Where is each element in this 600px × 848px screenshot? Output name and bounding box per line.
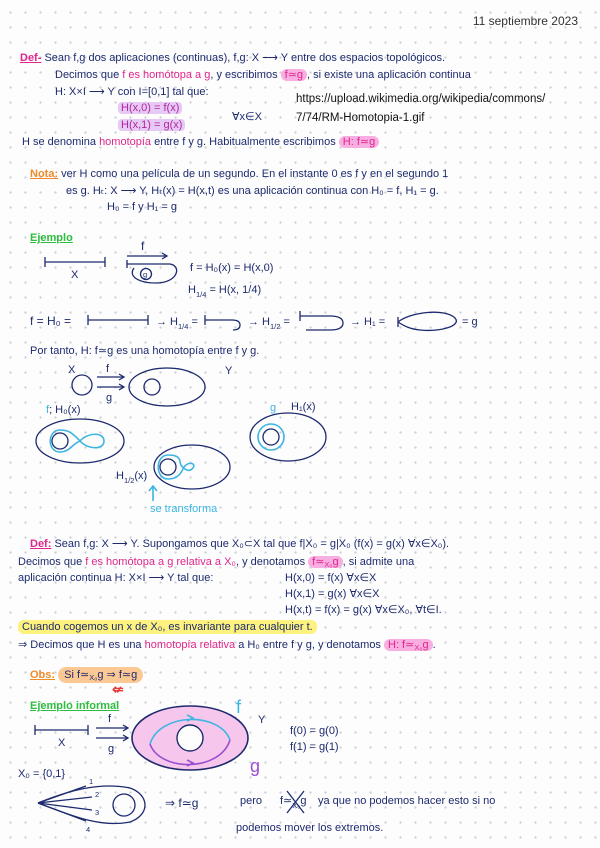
loop-path bbox=[127, 260, 177, 283]
informal-diagram bbox=[18, 697, 339, 780]
row-label-one: → H₁ = bbox=[350, 316, 386, 328]
def2-conclusion-a: ⇒ Decimos que H es una bbox=[18, 639, 142, 651]
def1-line6-a: H se denomina bbox=[22, 136, 96, 148]
def1-homotopic-term: f es homótopa a g bbox=[122, 69, 211, 81]
informal-title: Ejemplo informal bbox=[30, 700, 120, 712]
def2-notation-pre: f≃ bbox=[312, 556, 325, 568]
h1-ellipse bbox=[250, 413, 326, 461]
reference-link-line2[interactable]: 7/74/RM-Homotopia-1.gif bbox=[296, 112, 425, 124]
informal-y-hole bbox=[177, 725, 203, 751]
informal-f-arrow bbox=[96, 725, 128, 731]
row-arrow-h-2: → H bbox=[248, 316, 270, 328]
example-equation-1 bbox=[188, 284, 261, 299]
def1-line2-a: Decimos que bbox=[55, 69, 120, 81]
obs-not-implies: ⇍ bbox=[112, 681, 124, 697]
homotopy-sequence-row bbox=[30, 311, 478, 331]
loop-f-label: f bbox=[141, 239, 145, 253]
h0-hole bbox=[52, 433, 68, 449]
loop-f-arrow bbox=[127, 253, 167, 259]
row-eq-1: = bbox=[188, 316, 198, 328]
row-eq-2: = bbox=[280, 316, 290, 328]
half-ellipse bbox=[154, 445, 230, 489]
eq1-base: H bbox=[188, 284, 196, 296]
transform-label: se transforma bbox=[150, 503, 218, 515]
obs-pre: Si f≃ bbox=[64, 669, 90, 681]
def1-line1-text: Sean f,g dos aplicaciones (continuas), f,g: X ⟶ Y entre dos espacios topológicos. bbox=[44, 52, 446, 64]
nota-label: Nota: bbox=[30, 168, 59, 180]
map-x-label: X bbox=[68, 364, 76, 376]
map-codomain-ellipse bbox=[129, 368, 205, 406]
def1-line6-c: entre f y g. Habitualmente escribimos bbox=[154, 136, 336, 148]
mapping-diagram bbox=[68, 363, 233, 406]
map-codomain-hole bbox=[144, 379, 160, 395]
def1-line2-c: , y escribimos bbox=[210, 69, 278, 81]
row-label-half bbox=[248, 316, 290, 331]
informal-y-label: Y bbox=[258, 714, 266, 726]
reference-link-line1[interactable]: https://upload.wikimedia.org/wikipedia/commons/ bbox=[296, 93, 546, 105]
path-label-3: 3 bbox=[95, 808, 100, 817]
def2-relative-homotopy-term: homotopía relativa bbox=[144, 639, 236, 651]
informal-g-big: g bbox=[250, 756, 261, 776]
h0-label bbox=[46, 404, 81, 416]
row-label-quarter bbox=[156, 316, 198, 331]
h1-g-label: g bbox=[270, 402, 277, 414]
example-equation-0: f = H₀(x) = H(x,0) bbox=[190, 262, 274, 274]
obs-sub: X₀ bbox=[89, 673, 98, 682]
def2-notation-post: g bbox=[332, 556, 339, 568]
def2-relative-homotopic-term: f es homótopa a g relativa a X₀ bbox=[85, 556, 236, 568]
map-y-label: Y bbox=[225, 365, 233, 377]
map-f-arrow bbox=[97, 374, 124, 380]
h0-f-label: f bbox=[46, 404, 50, 416]
stage-h1-diagram bbox=[250, 401, 326, 461]
half-label bbox=[116, 470, 147, 485]
obs-label: Obs: bbox=[30, 669, 56, 681]
ejemplo-title: Ejemplo bbox=[30, 232, 73, 244]
stage-h0-diagram bbox=[36, 404, 124, 463]
h1-text: H₁(x) bbox=[291, 401, 316, 413]
def1-line2-e: , si existe una aplicación continua bbox=[307, 69, 471, 81]
segment-line bbox=[45, 257, 105, 267]
def2-line2-e: , si admite una bbox=[342, 556, 415, 568]
path-label-1: 1 bbox=[89, 777, 94, 786]
informal-not-relative bbox=[280, 795, 307, 810]
def2-line3: aplicación continua H: X×I ⟶ Y tal que: bbox=[18, 572, 214, 584]
informal-pero: pero bbox=[240, 795, 263, 807]
half-hole bbox=[160, 459, 176, 475]
row-half-sub: 1/2 bbox=[270, 322, 281, 331]
informal-segment bbox=[35, 725, 88, 735]
row-stage-quarter bbox=[205, 315, 240, 330]
def2-line2-a: Decimos que bbox=[18, 556, 83, 568]
h1-hole bbox=[263, 429, 279, 445]
eq1-rest: = H(x, 1/4) bbox=[206, 284, 262, 296]
obs-mid: g ⇒ f≃g bbox=[97, 669, 138, 681]
def1-forall: ∀x∈X bbox=[232, 111, 262, 123]
def1-condition-1-text: H(x,1) = g(x) bbox=[118, 119, 185, 131]
def2-notation-sub: X₀ bbox=[324, 560, 333, 569]
def2-conclusion-notation-pre: H: f≃ bbox=[388, 639, 415, 651]
row-quarter-sub: 1/4 bbox=[178, 322, 189, 331]
fan-lines bbox=[38, 786, 92, 821]
informal-implies: ⇒ f≃g bbox=[165, 796, 199, 810]
ejemplo-conclusion: Por tanto, H: f≃g es una homotopía entre f y g. bbox=[30, 345, 260, 357]
def2-line2-c: , y denotamos bbox=[235, 556, 306, 568]
def2-condition-2: H(x,t) = f(x) = g(x) ∀x∈X₀, ∀t∈I. bbox=[285, 604, 442, 616]
informal-x0: X₀ = {0,1} bbox=[18, 768, 66, 780]
h1-curve bbox=[258, 424, 284, 450]
h0-text: ; H₀(x) bbox=[49, 404, 81, 416]
def2-note-highlight: Cuando cogemos un x de X₀, es invariante para cualquier t. bbox=[18, 620, 317, 634]
row-stage-h0 bbox=[88, 315, 148, 325]
not-relative-sub: X₀ bbox=[292, 801, 301, 810]
not-relative-pre: f≃ bbox=[280, 795, 293, 807]
def2-conclusion-c: a H₀ entre f y g, y denotamos bbox=[238, 639, 381, 651]
def1-condition-0-text: H(x,0) = f(x) bbox=[118, 102, 182, 114]
def1-notation-highlight: f≃g bbox=[281, 69, 307, 81]
map-f-label: f bbox=[106, 363, 110, 375]
informal-reason-line1: ya que no podemos hacer esto si no bbox=[318, 795, 496, 807]
row-stage-one bbox=[398, 312, 456, 330]
path-label-4: 4 bbox=[86, 825, 91, 834]
row-stage-half bbox=[300, 311, 343, 330]
def2-conclusion-end: . bbox=[432, 639, 436, 651]
row-end: = g bbox=[462, 316, 478, 328]
def2-conclusion-notation-sub: X₀ bbox=[414, 643, 423, 652]
nota-line2: es g. Hₜ: X ⟶ Y, Hₜ(x) = H(x,t) es una aplicación continua con H₀ = f, H₁ = g. bbox=[66, 185, 439, 197]
map-domain-circle bbox=[72, 375, 92, 395]
paths-fan-diagram bbox=[38, 777, 145, 834]
def1-homotopy-notation: H: f≃g bbox=[339, 136, 379, 148]
half-rest: (x) bbox=[134, 470, 148, 482]
segment-x-label: X bbox=[71, 269, 79, 281]
half-base: H bbox=[116, 470, 124, 482]
page-date: 11 septiembre 2023 bbox=[472, 14, 578, 28]
not-relative-post: g bbox=[300, 795, 307, 807]
def2-conclusion-notation-post: g bbox=[422, 639, 429, 651]
nota-line1-text: ver H como una película de un segundo. En el instante 0 es f y en el segundo 1 bbox=[61, 168, 449, 180]
def2-line1-text: Sean f,g: X ⟶ Y. Supongamos que X₀⊂X tal que f|X₀ = g|X₀ (f(x) = g(x) ∀x∈X₀). bbox=[54, 538, 450, 550]
row-start: f = H₀ = bbox=[30, 314, 71, 328]
def1-label: Def- bbox=[20, 52, 42, 64]
informal-equation-1: f(1) = g(1) bbox=[290, 741, 339, 753]
informal-f-big: f bbox=[236, 697, 242, 717]
def2-condition-1: H(x,1) = g(x) ∀x∈X bbox=[285, 588, 380, 600]
example-segment-x bbox=[45, 257, 105, 281]
informal-equation-0: f(0) = g(0) bbox=[290, 725, 339, 737]
row-arrow-h-1: → H bbox=[156, 316, 178, 328]
informal-g-label: g bbox=[108, 743, 115, 755]
informal-x-label: X bbox=[58, 737, 66, 749]
transform-arrow-icon bbox=[149, 486, 157, 501]
nota-line3: H₀ = f y H₁ = g bbox=[107, 201, 178, 213]
map-g-label: g bbox=[106, 392, 113, 404]
def1-homotopy-term: homotopía bbox=[99, 136, 152, 148]
stage-half-diagram bbox=[116, 445, 230, 515]
informal-g-arrow bbox=[96, 735, 128, 741]
def1-line3: H: X×I ⟶ Y con I=[0,1] tal que: bbox=[55, 86, 209, 98]
loop-g-label: g bbox=[143, 270, 148, 279]
fan-hole bbox=[113, 794, 135, 816]
map-g-arrow bbox=[97, 384, 124, 390]
informal-reason-line2: podemos mover los extremos. bbox=[236, 822, 384, 834]
informal-f-label: f bbox=[108, 713, 112, 725]
eq1-sub: 1/4 bbox=[195, 290, 207, 299]
def2-label: Def: bbox=[30, 538, 52, 550]
path-label-2: 2 bbox=[95, 790, 100, 799]
def2-condition-0: H(x,0) = f(x) ∀x∈X bbox=[285, 572, 377, 584]
example-loop-shape bbox=[127, 239, 177, 283]
half-sub: 1/2 bbox=[123, 476, 135, 485]
